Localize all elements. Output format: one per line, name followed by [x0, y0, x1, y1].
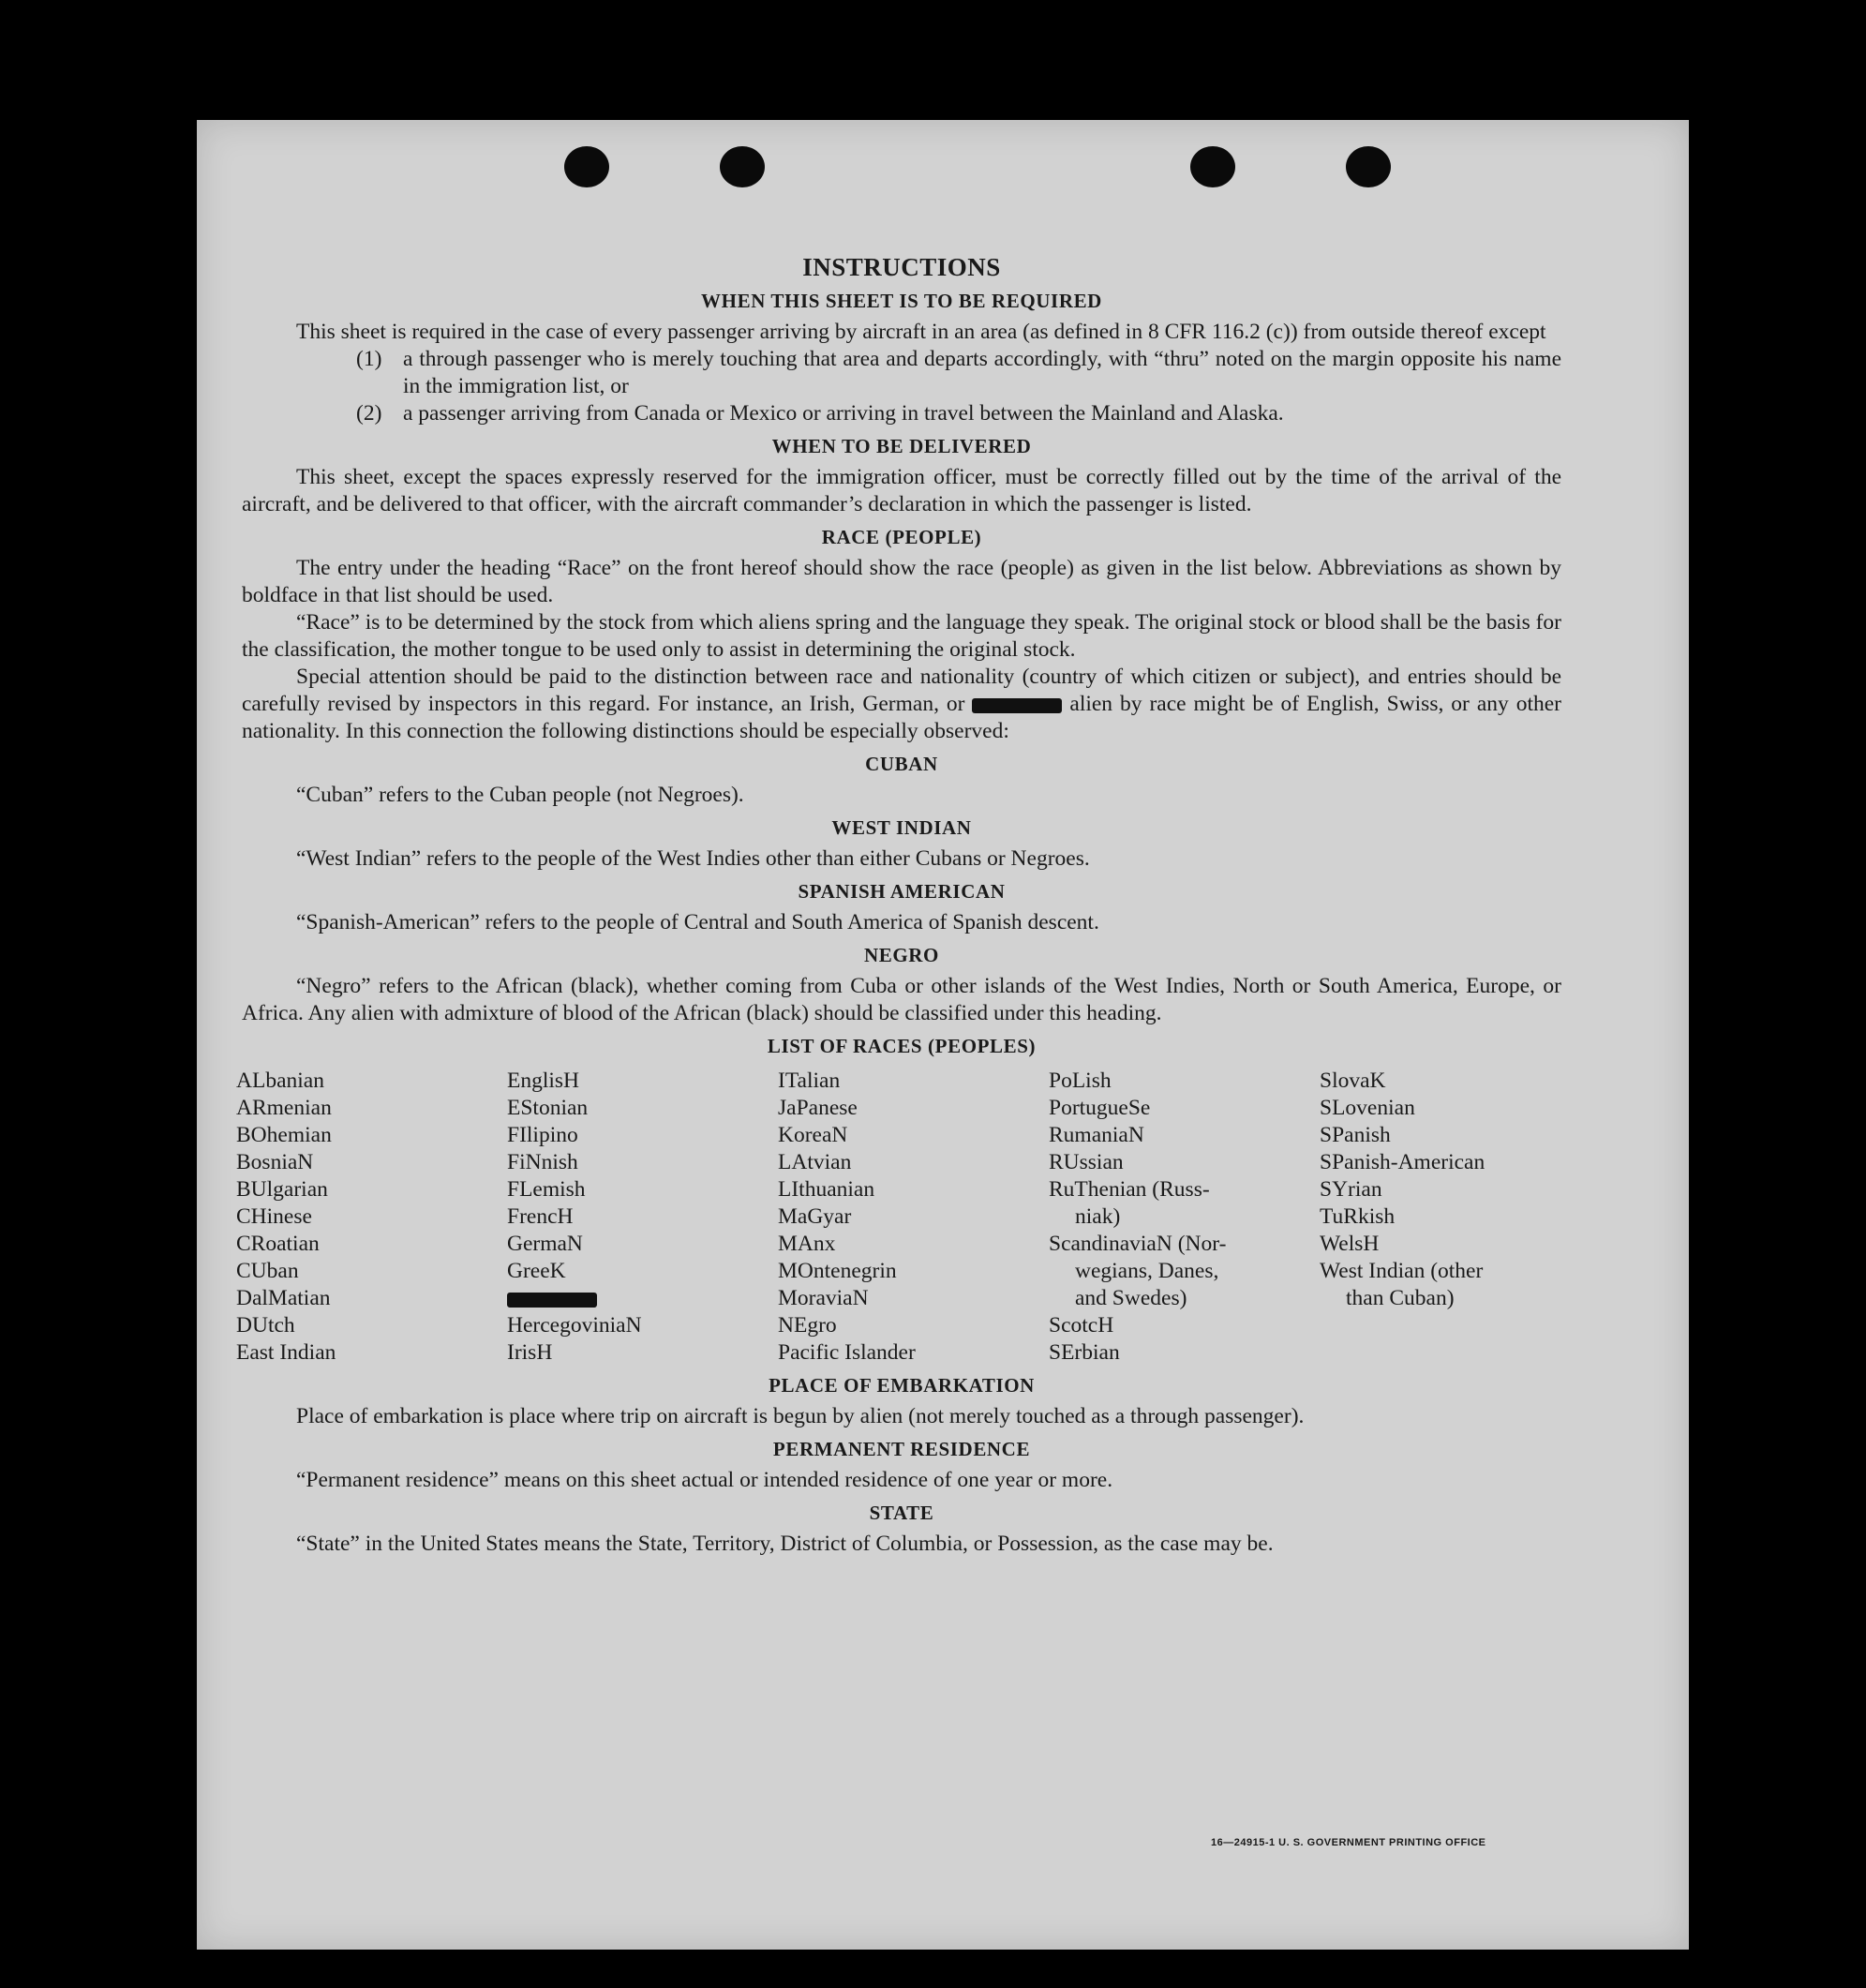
section-heading: PERMANENT RESIDENCE — [772, 1438, 1031, 1460]
paragraph: This sheet is required in the case of every passenger arriving by aircraft in an area (as defined in 8 CFR 116.2 (c)) from outside thereof except — [296, 320, 1546, 344]
race-item: Pacific Islander — [778, 1340, 916, 1365]
section-heading: WEST INDIAN — [831, 816, 972, 839]
paragraph: “Permanent residence” means on this sheet actual or intended residence of one year or more. — [296, 1468, 1113, 1492]
race-item: MaGyar — [778, 1204, 852, 1229]
races-column — [1320, 1068, 1563, 1367]
race-item: IrisH — [507, 1340, 553, 1365]
paragraph: “Cuban” refers to the Cuban people (not Negroes). — [296, 783, 744, 807]
races-column — [507, 1068, 778, 1367]
race-item: FLemish — [507, 1177, 586, 1202]
race-item: LIthuanian — [778, 1177, 875, 1202]
race-item-continuation: wegians, Danes, — [1075, 1259, 1219, 1283]
punch-hole — [1190, 146, 1235, 187]
section-heading: PLACE OF EMBARKATION — [769, 1374, 1035, 1397]
race-item: RuThenian (Russ- — [1049, 1177, 1210, 1202]
section-heading: RACE (PEOPLE) — [821, 526, 982, 548]
race-item: BOhemian — [236, 1123, 332, 1147]
race-item: MOntenegrin — [778, 1259, 897, 1283]
race-item: GreeK — [507, 1259, 566, 1283]
race-item-continuation: than Cuban) — [1346, 1286, 1455, 1310]
list-heading: LIST OF RACES (PEOPLES) — [767, 1035, 1037, 1057]
redaction-mark — [972, 698, 1062, 713]
race-item: FiNnish — [507, 1150, 578, 1174]
races-column — [778, 1068, 1049, 1367]
race-item: ARmenian — [236, 1096, 332, 1120]
list-text: a passenger arriving from Canada or Mexico or arriving in travel between the Mainland and Alaska. — [403, 401, 1284, 426]
race-item: LAtvian — [778, 1150, 852, 1174]
race-item: East Indian — [236, 1340, 336, 1365]
race-item: ScotcH — [1049, 1313, 1114, 1338]
section-heading: NEGRO — [863, 944, 939, 966]
race-item: SYrian — [1320, 1177, 1382, 1202]
races-list — [236, 1068, 1561, 1367]
race-item: RumaniaN — [1049, 1123, 1144, 1147]
list-text: a through passenger who is merely touching that area and departs accordingly, with “thru” noted on the margin opposite his name in the immigration list, or — [403, 347, 1561, 398]
race-item: BosniaN — [236, 1150, 314, 1174]
paragraph: “State” in the United States means the State, Territory, District of Columbia, or Possession, as the case may be. — [296, 1532, 1274, 1556]
paragraph: “Negro” refers to the African (black), whether coming from Cuba or other islands of the West Indies, North or South America, Europe, or Africa. Any alien with admixture of blood of the African (black) should be classified under this heading. — [242, 974, 1561, 1025]
section-heading: CUBAN — [865, 753, 938, 775]
race-item: CUban — [236, 1259, 299, 1283]
punch-hole — [1346, 146, 1391, 187]
paragraph — [242, 664, 1561, 745]
paragraph-text: Special attention should be paid to the distinction between race and nationality (country of which citizen or subject), and entries should be carefully revised by inspectors in this regard. For instance, an Irish, German, or — [242, 665, 1561, 716]
race-item: RUssian — [1049, 1150, 1124, 1174]
punch-hole — [564, 146, 609, 187]
race-item: ITalian — [778, 1069, 841, 1093]
printing-office-code: 16—24915-1 U. S. GOVERNMENT PRINTING OFFICE — [1211, 1837, 1486, 1848]
race-item: CRoatian — [236, 1232, 320, 1256]
redaction-mark — [507, 1293, 597, 1308]
race-item: West Indian (other — [1320, 1259, 1484, 1283]
race-item: GermaN — [507, 1232, 583, 1256]
section-heading: WHEN TO BE DELIVERED — [771, 435, 1032, 457]
paragraph-text: alien by race might be of English, Swiss, or any other nationality. In this connection the following distinctions should be especially observed: — [242, 692, 1561, 743]
race-item: SlovaK — [1320, 1069, 1386, 1093]
race-item: BUlgarian — [236, 1177, 328, 1202]
punch-hole — [720, 146, 765, 187]
race-item: ScandinaviaN (Nor- — [1049, 1232, 1227, 1256]
race-item: EnglisH — [507, 1069, 580, 1093]
race-item: KoreaN — [778, 1123, 848, 1147]
list-item — [356, 346, 1561, 400]
race-item: DalMatian — [236, 1286, 331, 1310]
list-number: (2) — [356, 401, 382, 426]
race-item: MoraviaN — [778, 1286, 869, 1310]
paragraph: Place of embarkation is place where trip on aircraft is begun by alien (not merely touched as a through passenger). — [296, 1404, 1305, 1428]
race-item: EStonian — [507, 1096, 589, 1120]
paragraph: The entry under the heading “Race” on the front hereof should show the race (people) as given in the list below. Abbreviations as shown by boldface in that list should be used. — [242, 556, 1561, 607]
race-item-redacted — [507, 1285, 778, 1312]
page-title: INSTRUCTIONS — [802, 253, 1001, 281]
races-column — [1049, 1068, 1320, 1367]
race-item: PoLish — [1049, 1069, 1112, 1093]
list-number: (1) — [356, 347, 382, 371]
section-heading: WHEN THIS SHEET IS TO BE REQUIRED — [701, 290, 1102, 312]
instructions-body — [236, 253, 1561, 1558]
race-item: TuRkish — [1320, 1204, 1396, 1229]
race-item: SPanish-American — [1320, 1150, 1485, 1174]
race-item: FIlipino — [507, 1123, 578, 1147]
paragraph: “West Indian” refers to the people of the West Indies other than either Cubans or Negroes. — [296, 846, 1090, 871]
section-heading: STATE — [869, 1502, 934, 1524]
race-item: FrencH — [507, 1204, 574, 1229]
race-item: HercegoviniaN — [507, 1313, 642, 1338]
race-item-continuation: and Swedes) — [1075, 1286, 1187, 1310]
races-column — [236, 1068, 507, 1367]
paragraph: “Spanish-American” refers to the people of Central and South America of Spanish descent. — [296, 910, 1099, 934]
list-item — [356, 400, 1561, 427]
race-item-continuation: niak) — [1075, 1204, 1121, 1229]
race-item: ALbanian — [236, 1069, 324, 1093]
race-item: DUtch — [236, 1313, 295, 1338]
race-item: SLovenian — [1320, 1096, 1415, 1120]
race-item: CHinese — [236, 1204, 312, 1229]
race-item: WelsH — [1320, 1232, 1380, 1256]
race-item: SPanish — [1320, 1123, 1391, 1147]
race-item: NEgro — [778, 1313, 837, 1338]
section-heading: SPANISH AMERICAN — [798, 880, 1006, 903]
race-item: SErbian — [1049, 1340, 1120, 1365]
race-item: JaPanese — [778, 1096, 858, 1120]
race-item: MAnx — [778, 1232, 836, 1256]
paragraph: “Race” is to be determined by the stock from which aliens spring and the language they speak. The original stock or blood shall be the basis for the classification, the mother tongue to be used only to assist in determining the original stock. — [242, 610, 1561, 662]
paragraph: This sheet, except the spaces expressly reserved for the immigration officer, must be correctly filled out by the time of the arrival of the aircraft, and be delivered to that officer, with the aircraft commander’s declaration in which the passenger is listed. — [242, 465, 1561, 516]
race-item: PortugueSe — [1049, 1096, 1151, 1120]
